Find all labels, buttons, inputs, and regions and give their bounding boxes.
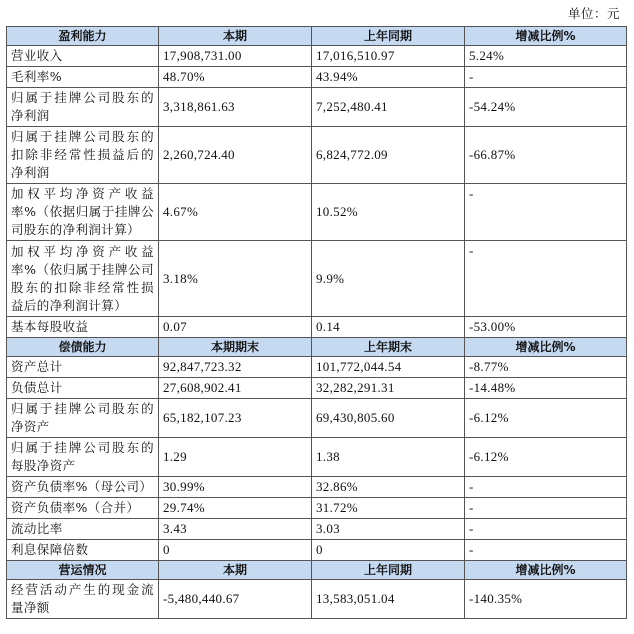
cell-current: -5,480,440.67 xyxy=(159,580,312,619)
solvency-header-2: 上年期末 xyxy=(312,338,465,357)
cell-current: 3.18% xyxy=(159,241,312,317)
solvency-header-0: 偿债能力 xyxy=(7,338,159,357)
table-row xyxy=(7,127,627,184)
row-label: 营业收入 xyxy=(7,46,159,67)
cell-prior: 43.94% xyxy=(312,67,465,88)
cell-current: 0 xyxy=(159,540,312,561)
cell-change: -66.87% xyxy=(465,127,627,184)
cell-change: -140.35% xyxy=(465,580,627,619)
cell-current: 17,908,731.00 xyxy=(159,46,312,67)
operation-header-1: 本期 xyxy=(159,561,312,580)
cell-prior: 0.14 xyxy=(312,317,465,338)
cell-prior: 69,430,805.60 xyxy=(312,399,465,438)
table-row xyxy=(7,88,627,127)
profit-header-2: 上年同期 xyxy=(312,27,465,46)
cell-current: 48.70% xyxy=(159,67,312,88)
profit-header-0: 盈利能力 xyxy=(7,27,159,46)
table-row xyxy=(7,317,627,338)
cell-change: -6.12% xyxy=(465,438,627,477)
cell-current: 92,847,723.32 xyxy=(159,357,312,378)
cell-prior: 32,282,291.31 xyxy=(312,378,465,399)
cell-change: -54.24% xyxy=(465,88,627,127)
cell-change: - xyxy=(465,184,627,241)
unit-label: 单位：元 xyxy=(567,6,620,21)
cell-prior: 101,772,044.54 xyxy=(312,357,465,378)
table-row xyxy=(7,519,627,540)
cell-prior: 7,252,480.41 xyxy=(312,88,465,127)
cell-prior: 13,583,051.04 xyxy=(312,580,465,619)
cell-prior: 6,824,772.09 xyxy=(312,127,465,184)
row-label: 归属于挂牌公司股东的 净资产 xyxy=(7,399,159,438)
table-row xyxy=(7,580,627,619)
cell-change: -6.12% xyxy=(465,399,627,438)
operation-header-2: 上年同期 xyxy=(312,561,465,580)
cell-current: 3,318,861.63 xyxy=(159,88,312,127)
table-row xyxy=(7,357,627,378)
cell-change: - xyxy=(465,519,627,540)
row-label: 归属于挂牌公司股东的 每股净资产 xyxy=(7,438,159,477)
row-label: 资产负债率%（合并） xyxy=(7,498,159,519)
row-label: 归属于挂牌公司股东的 净利润 xyxy=(7,88,159,127)
row-label: 流动比率 xyxy=(7,519,159,540)
cell-current: 30.99% xyxy=(159,477,312,498)
row-label: 资产负债率%（母公司） xyxy=(7,477,159,498)
cell-current: 0.07 xyxy=(159,317,312,338)
cell-prior: 1.38 xyxy=(312,438,465,477)
cell-current: 2,260,724.40 xyxy=(159,127,312,184)
cell-prior: 10.52% xyxy=(312,184,465,241)
row-label: 资产总计 xyxy=(7,357,159,378)
cell-current: 27,608,902.41 xyxy=(159,378,312,399)
cell-change: - xyxy=(465,241,627,317)
row-label: 基本每股收益 xyxy=(7,317,159,338)
table-row xyxy=(7,399,627,438)
row-label: 负债总计 xyxy=(7,378,159,399)
cell-prior: 3.03 xyxy=(312,519,465,540)
cell-current: 29.74% xyxy=(159,498,312,519)
solvency-header-3: 增减比例% xyxy=(465,338,627,357)
cell-change: - xyxy=(465,477,627,498)
cell-prior: 31.72% xyxy=(312,498,465,519)
cell-change: - xyxy=(465,540,627,561)
row-label: 归属于挂牌公司股东的 扣除非经常性损益后的 净利润 xyxy=(7,127,159,184)
solvency-header-1: 本期期末 xyxy=(159,338,312,357)
cell-current: 3.43 xyxy=(159,519,312,540)
operation-header-row xyxy=(7,561,627,580)
cell-change: - xyxy=(465,67,627,88)
cell-prior: 0 xyxy=(312,540,465,561)
table-row xyxy=(7,540,627,561)
cell-change: -14.48% xyxy=(465,378,627,399)
table-row xyxy=(7,438,627,477)
row-label: 毛利率% xyxy=(7,67,159,88)
table-row xyxy=(7,184,627,241)
table-row xyxy=(7,241,627,317)
cell-change: - xyxy=(465,498,627,519)
table-row xyxy=(7,46,627,67)
row-label: 加权平均净资产收益 率%（依归属于挂牌公司 股东的扣除非经常性损 益后的净利润计算） xyxy=(7,241,159,317)
row-label: 利息保障倍数 xyxy=(7,540,159,561)
cell-prior: 9.9% xyxy=(312,241,465,317)
table-row xyxy=(7,378,627,399)
row-label: 加权平均净资产收益 率%（依据归属于挂牌公 司股东的净利润计算） xyxy=(7,184,159,241)
cell-current: 1.29 xyxy=(159,438,312,477)
profit-header-1: 本期 xyxy=(159,27,312,46)
row-label: 经营活动产生的现金流 量净额 xyxy=(7,580,159,619)
cell-change: -53.00% xyxy=(465,317,627,338)
cell-current: 4.67% xyxy=(159,184,312,241)
cell-change: 5.24% xyxy=(465,46,627,67)
profit-header-3: 增减比例% xyxy=(465,27,627,46)
operation-header-0: 营运情况 xyxy=(7,561,159,580)
solvency-header-row xyxy=(7,338,627,357)
cell-current: 65,182,107.23 xyxy=(159,399,312,438)
table-row xyxy=(7,67,627,88)
table-row xyxy=(7,477,627,498)
table-row xyxy=(7,498,627,519)
cell-change: -8.77% xyxy=(465,357,627,378)
operation-header-3: 增减比例% xyxy=(465,561,627,580)
cell-prior: 17,016,510.97 xyxy=(312,46,465,67)
financial-indicators-table xyxy=(6,26,627,619)
profit-header-row xyxy=(7,27,627,46)
cell-prior: 32.86% xyxy=(312,477,465,498)
